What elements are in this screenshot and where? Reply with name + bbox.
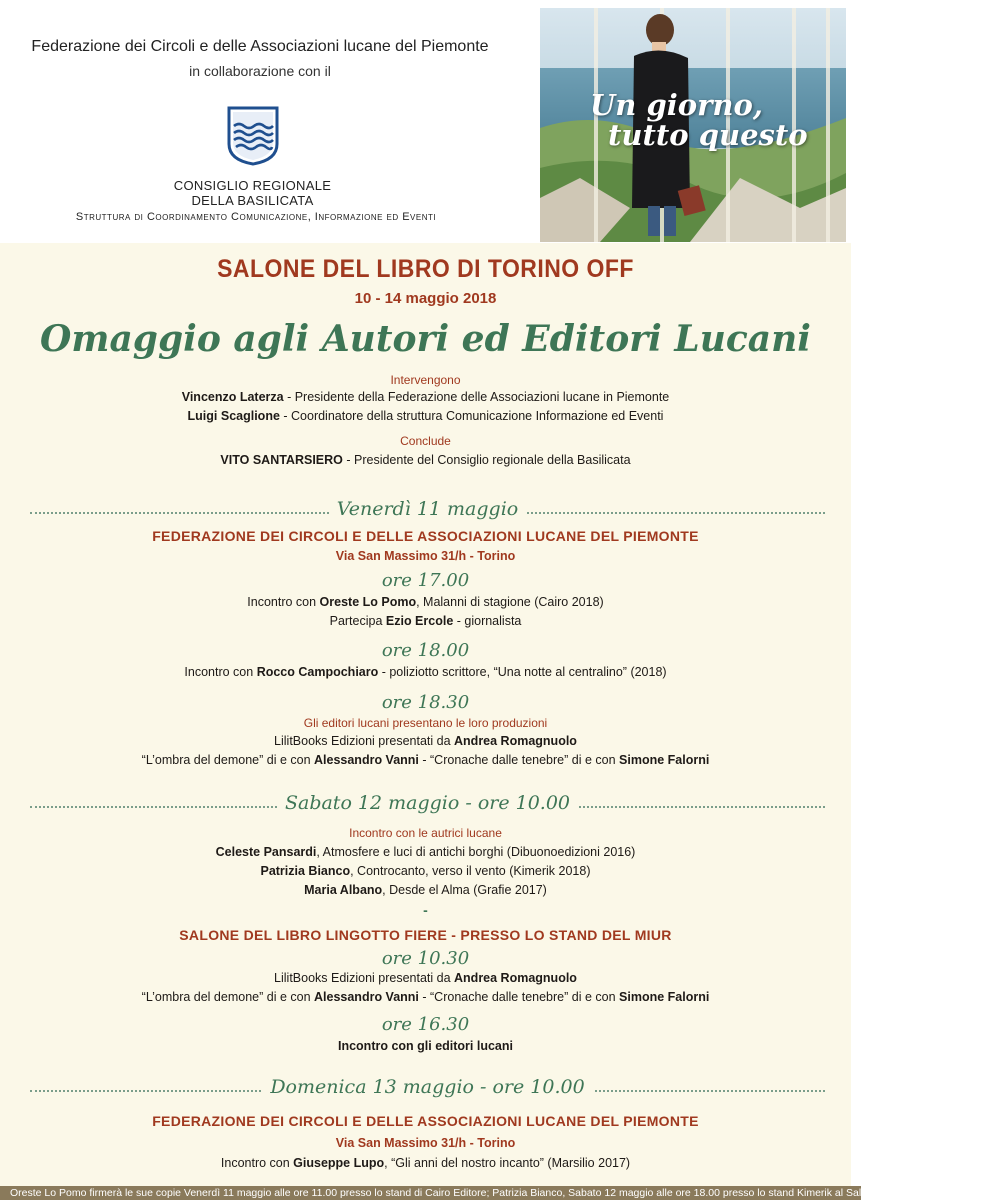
friday-time2: ore 18.00: [381, 640, 470, 661]
saturday-event1-name: Andrea Romagnuolo: [454, 971, 577, 985]
friday-event2-post: - poliziotto scrittore, “Una notte al centralino” (2018): [378, 665, 667, 679]
friday-event1-pre: Incontro con: [247, 595, 320, 609]
header: [0, 0, 851, 243]
speaker1-role: - Presidente della Federazione delle Associazioni lucane in Piemonte: [283, 390, 670, 404]
sunday-day: [30, 1076, 825, 1098]
friday-event3b-name1: Alessandro Vanni: [314, 753, 419, 767]
friday-event1b: [0, 614, 851, 628]
footer-note: Oreste Lo Pomo firmerà le sue copie Venerdì 11 maggio alle ore 11.00 presso lo stand di Cairo Editore; Patrizia Bianco, Sabato 12 maggio alle ore 18.00 presso lo stand Kimerik al Salone del Libro del Lingotto.: [0, 1186, 861, 1200]
basilicata-crest-icon: [227, 106, 279, 166]
friday-event1-name: Oreste Lo Pomo: [319, 595, 417, 609]
friday-event3b-name2: Simone Falorni: [619, 753, 710, 767]
event-dates: 10 - 14 maggio 2018: [354, 290, 497, 307]
sunday-event1-pre: Incontro con: [220, 1156, 294, 1170]
friday-event1b-post: - giornalista: [453, 614, 522, 628]
friday-event3b: [0, 753, 851, 767]
friday-time1: ore 17.00: [381, 570, 470, 591]
saturday-divider: [30, 792, 825, 816]
friday-event3b-pre: “L’ombra del demone” di e con: [141, 753, 314, 767]
friday-event1: [0, 595, 851, 609]
saturday-author2-post: , Controcanto, verso il vento (Kimerik 2018): [350, 864, 591, 878]
consiglio-line2: DELLA BASILICATA: [191, 193, 314, 208]
sunday-venue: FEDERAZIONE DEI CIRCOLI E DELLE ASSOCIAZIONI LUCANE DEL PIEMONTE: [152, 1113, 699, 1129]
saturday-event1b-mid: - “Cronache dalle tenebre” di e con: [418, 990, 620, 1004]
event-title: SALONE DEL LIBRO DI TORINO OFF: [217, 255, 634, 283]
friday-time3: ore 18.30: [381, 692, 470, 713]
intervengono-label: Intervengono: [390, 373, 461, 387]
collab-text: in collaborazione con il: [189, 63, 331, 79]
friday-event1-post: , Malanni di stagione (Cairo 2018): [416, 595, 604, 609]
saturday-event1b-name1: Alessandro Vanni: [314, 990, 419, 1004]
friday-venue: FEDERAZIONE DEI CIRCOLI E DELLE ASSOCIAZIONI LUCANE DEL PIEMONTE: [152, 528, 699, 544]
event-subtitle: Omaggio agli Autori ed Editori Lucani: [40, 318, 811, 360]
saturday-event1: [0, 971, 851, 985]
saturday-time1: ore 10.30: [381, 948, 470, 969]
saturday-sub: Incontro con le autrici lucane: [349, 826, 502, 840]
sunday-event1-post: , “Gli anni del nostro incanto” (Marsilio 2017): [384, 1156, 631, 1170]
consiglio-line1: CONSIGLIO REGIONALE: [173, 178, 332, 193]
federazione-heading: Federazione dei Circoli e delle Associazioni lucane del Piemonte: [31, 38, 489, 55]
sunday-event1-name: Giuseppe Lupo: [293, 1156, 385, 1170]
speaker2-line: [0, 409, 851, 423]
friday-event1b-name: Ezio Ercole: [385, 614, 454, 628]
speaker3-name: VITO SANTARSIERO: [220, 453, 343, 467]
saturday-author3: [0, 883, 851, 897]
sunday-day-label: Domenica 13 maggio - ore 10.00: [262, 1076, 592, 1098]
saturday-venue: [0, 927, 851, 943]
struttura-text: Struttura di Coordinamento Comunicazione, Informazione ed Eventi: [75, 211, 437, 223]
sunday-divider: [30, 1076, 825, 1100]
friday-event2: [0, 665, 851, 679]
friday-event2-name: Rocco Campochiaro: [256, 665, 379, 679]
friday-event2-pre: Incontro con: [184, 665, 257, 679]
saturday-author2-name: Patrizia Bianco: [260, 864, 351, 878]
speaker3-role: - Presidente del Consiglio regionale della Basilicata: [342, 453, 631, 467]
saturday-author2: [0, 864, 851, 878]
sunday-address: Via San Massimo 31/h - Torino: [335, 1136, 516, 1150]
friday-event3-pre: LilitBooks Edizioni presentati da: [274, 734, 455, 748]
book-cover-image: [540, 8, 846, 242]
saturday-author1-name: Celeste Pansardi: [215, 845, 317, 859]
friday-event3: [0, 734, 851, 748]
friday-day: [30, 498, 825, 520]
saturday-venue-b: - PRESSO LO STAND DEL MIUR: [447, 927, 672, 943]
saturday-event1-pre: LilitBooks Edizioni presentati da: [274, 971, 455, 985]
saturday-event1b-pre: “L’ombra del demone” di e con: [141, 990, 314, 1004]
saturday-author3-name: Maria Albano: [304, 883, 383, 897]
speaker3-line: [0, 453, 851, 467]
cover-title: [590, 90, 808, 150]
saturday-author1: [0, 845, 851, 859]
saturday-event2: Incontro con gli editori lucani: [337, 1039, 513, 1053]
saturday-venue-a: SALONE DEL LIBRO LINGOTTO FIERE: [179, 927, 448, 943]
conclude-label: Conclude: [400, 434, 451, 448]
friday-event1b-pre: Partecipa: [329, 614, 386, 628]
friday-event3-sub: Gli editori lucani presentano le loro produzioni: [303, 716, 548, 730]
speaker1-line: [0, 390, 851, 404]
saturday-event1b: [0, 990, 851, 1004]
saturday-day-label: Sabato 12 maggio - ore 10.00: [277, 792, 578, 814]
cover-title-line1: Un giorno,: [590, 88, 763, 122]
saturday-time2: ore 16.30: [381, 1014, 470, 1035]
saturday-event1b-name2: Simone Falorni: [619, 990, 710, 1004]
saturday-author1-post: , Atmosfere e luci di antichi borghi (Dibuonoedizioni 2016): [316, 845, 636, 859]
saturday-separator: -: [423, 902, 428, 918]
friday-divider: [30, 498, 825, 522]
friday-event3b-mid: - “Cronache dalle tenebre” di e con: [418, 753, 620, 767]
speaker2-role: - Coordinatore della struttura Comunicazione Informazione ed Eventi: [279, 409, 664, 423]
friday-event3-name: Andrea Romagnuolo: [454, 734, 577, 748]
cover-title-line2: tutto questo: [608, 118, 808, 152]
sunday-event1: [0, 1156, 851, 1170]
friday-address: Via San Massimo 31/h - Torino: [335, 549, 516, 563]
friday-day-label: Venerdì 11 maggio: [329, 498, 526, 520]
saturday-day: [30, 792, 825, 814]
saturday-author3-post: , Desde el Alma (Grafie 2017): [382, 883, 547, 897]
speaker1-name: Vincenzo Laterza: [181, 390, 284, 404]
speaker2-name: Luigi Scaglione: [187, 409, 280, 423]
